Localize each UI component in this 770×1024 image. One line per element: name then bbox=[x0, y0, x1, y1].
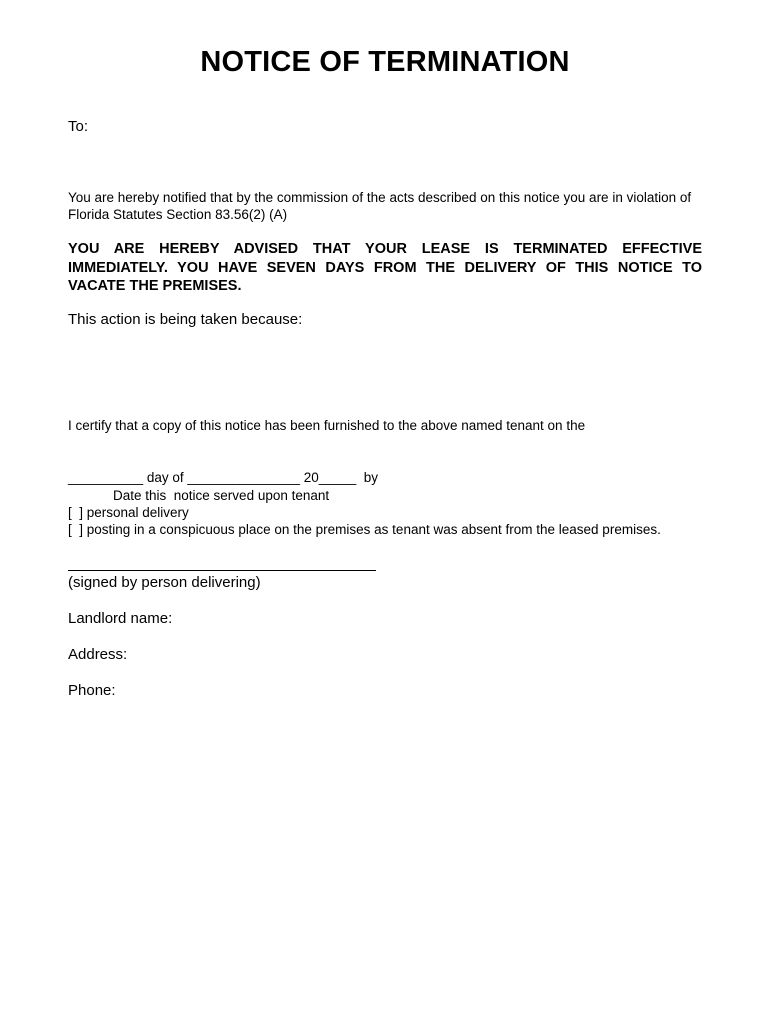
certification-statement: I certify that a copy of this notice has been furnished to the above named tenant on the bbox=[68, 418, 586, 433]
delivery-option-personal: [ ] personal delivery bbox=[68, 505, 189, 520]
action-reason-label: This action is being taken because: bbox=[68, 311, 303, 328]
notification-paragraph: You are hereby notified that by the commission of the acts described on this notice you are in violation of Florida Statutes Section 83.56(2) (A) bbox=[68, 190, 692, 222]
to-label: To: bbox=[68, 118, 89, 135]
service-date-caption: Date this notice served upon tenant bbox=[113, 488, 330, 503]
signature-line bbox=[68, 570, 376, 571]
phone-label: Phone: bbox=[68, 682, 116, 699]
advisory-paragraph: YOU ARE HEREBY ADVISED THAT YOUR LEASE IS TERMINATED EFFECTIVE IMMEDIATELY. YOU HAVE SEVEN DAYS FROM THE DELIVERY OF THIS NOTICE TO VACATE THE PREMISES. bbox=[68, 241, 702, 294]
service-date-line: __________ day of _______________ 20_____ by bbox=[68, 470, 379, 485]
page-title: NOTICE OF TERMINATION bbox=[200, 46, 570, 78]
signature-caption: (signed by person delivering) bbox=[68, 574, 261, 591]
address-label: Address: bbox=[68, 646, 128, 663]
delivery-option-posting: [ ] posting in a conspicuous place on the premises as tenant was absent from the leased premises. bbox=[68, 522, 661, 537]
landlord-name-label: Landlord name: bbox=[68, 610, 173, 627]
